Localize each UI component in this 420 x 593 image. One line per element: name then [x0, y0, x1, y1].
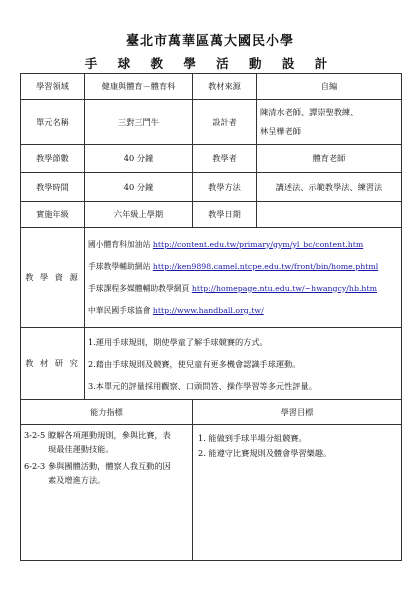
- resource-link[interactable]: http://www.handball.org.tw/: [152, 305, 264, 315]
- goal-item: 1. 能做到手球半場分組競賽。: [198, 433, 307, 443]
- teacher-value: 體育老師: [257, 145, 402, 173]
- school-name: 臺北市萬華區萬大國民小學: [125, 34, 294, 49]
- unit-value: 三對三鬥牛: [85, 100, 193, 145]
- source-label: 教材來源: [193, 74, 257, 100]
- designer-line-2: 林呈樺老師: [260, 126, 301, 136]
- grade-value: 六年級上學期: [85, 202, 193, 228]
- resource-name: 手球教學輔助網站: [88, 261, 151, 271]
- time-label: 教學時間: [21, 173, 85, 202]
- designer-value: [257, 100, 402, 145]
- indicator-item: [24, 459, 189, 487]
- indicator-code: 6-2-3: [24, 461, 46, 471]
- resource-link[interactable]: http://content.edu.tw/primary/gym/yl_bc/content.htm: [152, 239, 364, 249]
- resource-name: 中華民國手球協會: [88, 305, 151, 315]
- periods-label: 教學節數: [21, 145, 85, 173]
- resources-label: 教 學 資 源: [21, 228, 85, 328]
- row-time: [21, 173, 402, 202]
- goal-item: 2. 能遵守比賽規則及體會學習樂趣。: [198, 448, 332, 458]
- goal-list: [193, 425, 402, 561]
- indicator-line: 素及增進方法。: [48, 475, 106, 485]
- method-value: 講述法、示範教學法、練習法: [257, 173, 402, 202]
- indicator-line: 現最佳運動技能。: [48, 444, 114, 454]
- indicator-header: 能力指標: [21, 400, 193, 425]
- goal-header: 學習目標: [193, 400, 402, 425]
- resource-name: 手球課程多媒體輔助教學網頁: [88, 283, 190, 293]
- designer-label: 設計者: [193, 100, 257, 145]
- resource-name: 國小體育科加油站: [88, 239, 151, 249]
- row-grade: [21, 202, 402, 228]
- indicator-list: [21, 425, 193, 561]
- page-title: 手 球 教 學 活 動 設 計: [84, 56, 336, 71]
- resource-item: [88, 300, 398, 322]
- row-competency: [21, 425, 402, 561]
- date-value: [257, 202, 402, 228]
- periods-value: 40 分鐘: [85, 145, 193, 173]
- indicator-text: [48, 459, 189, 487]
- row-periods: [21, 145, 402, 173]
- analysis-item: 3.本單元的評量採用觀察、口頭問答、操作學習等多元性評量。: [88, 380, 317, 391]
- row-competency-header: [21, 400, 402, 425]
- domain-value: 健康與體育－體育科: [85, 74, 193, 100]
- indicator-line: 參與團體活動，體察人我互動的因: [48, 461, 171, 471]
- indicator-text: [48, 428, 189, 456]
- resource-item: [88, 278, 398, 300]
- row-resources: [21, 228, 402, 328]
- date-label: 教學日期: [193, 202, 257, 228]
- resource-item: [88, 256, 398, 278]
- indicator-code: 3-2-5: [24, 430, 46, 440]
- resource-link[interactable]: http://homepage.ntu.edu.tw/~hwangcy/hb.htm: [191, 283, 377, 293]
- domain-label: 學習領域: [21, 74, 85, 100]
- analysis-item: 2.藉由手球規則及競賽，使兒童有更多機會認識手球運動。: [88, 358, 301, 369]
- teacher-label: 教學者: [193, 145, 257, 173]
- row-domain: [21, 74, 402, 100]
- indicator-line: 瞭解各項運動規則，參與比賽，表: [48, 430, 171, 440]
- resource-item: [88, 234, 398, 256]
- designer-line-1: 陳清水老師、譚崇聖教練、: [260, 107, 359, 117]
- time-value: 40 分鐘: [85, 173, 193, 202]
- method-label: 教學方法: [193, 173, 257, 202]
- analysis-label: 教 材 研 究: [21, 328, 85, 400]
- indicator-item: [24, 428, 189, 456]
- analysis-item: 1.運用手球規則，期使學童了解手球競賽的方式。: [88, 336, 268, 347]
- row-analysis: [21, 328, 402, 400]
- unit-label: 單元名稱: [21, 100, 85, 145]
- row-unit: [21, 100, 402, 145]
- source-value: 自編: [257, 74, 402, 100]
- grade-label: 實施年級: [21, 202, 85, 228]
- lesson-plan-table: [20, 73, 402, 561]
- analysis-list: [85, 328, 402, 400]
- resource-link[interactable]: http://ken9898.camel.ntcpe.edu.tw/front/bin/home.phtml: [152, 261, 379, 271]
- resources-list: [85, 228, 402, 328]
